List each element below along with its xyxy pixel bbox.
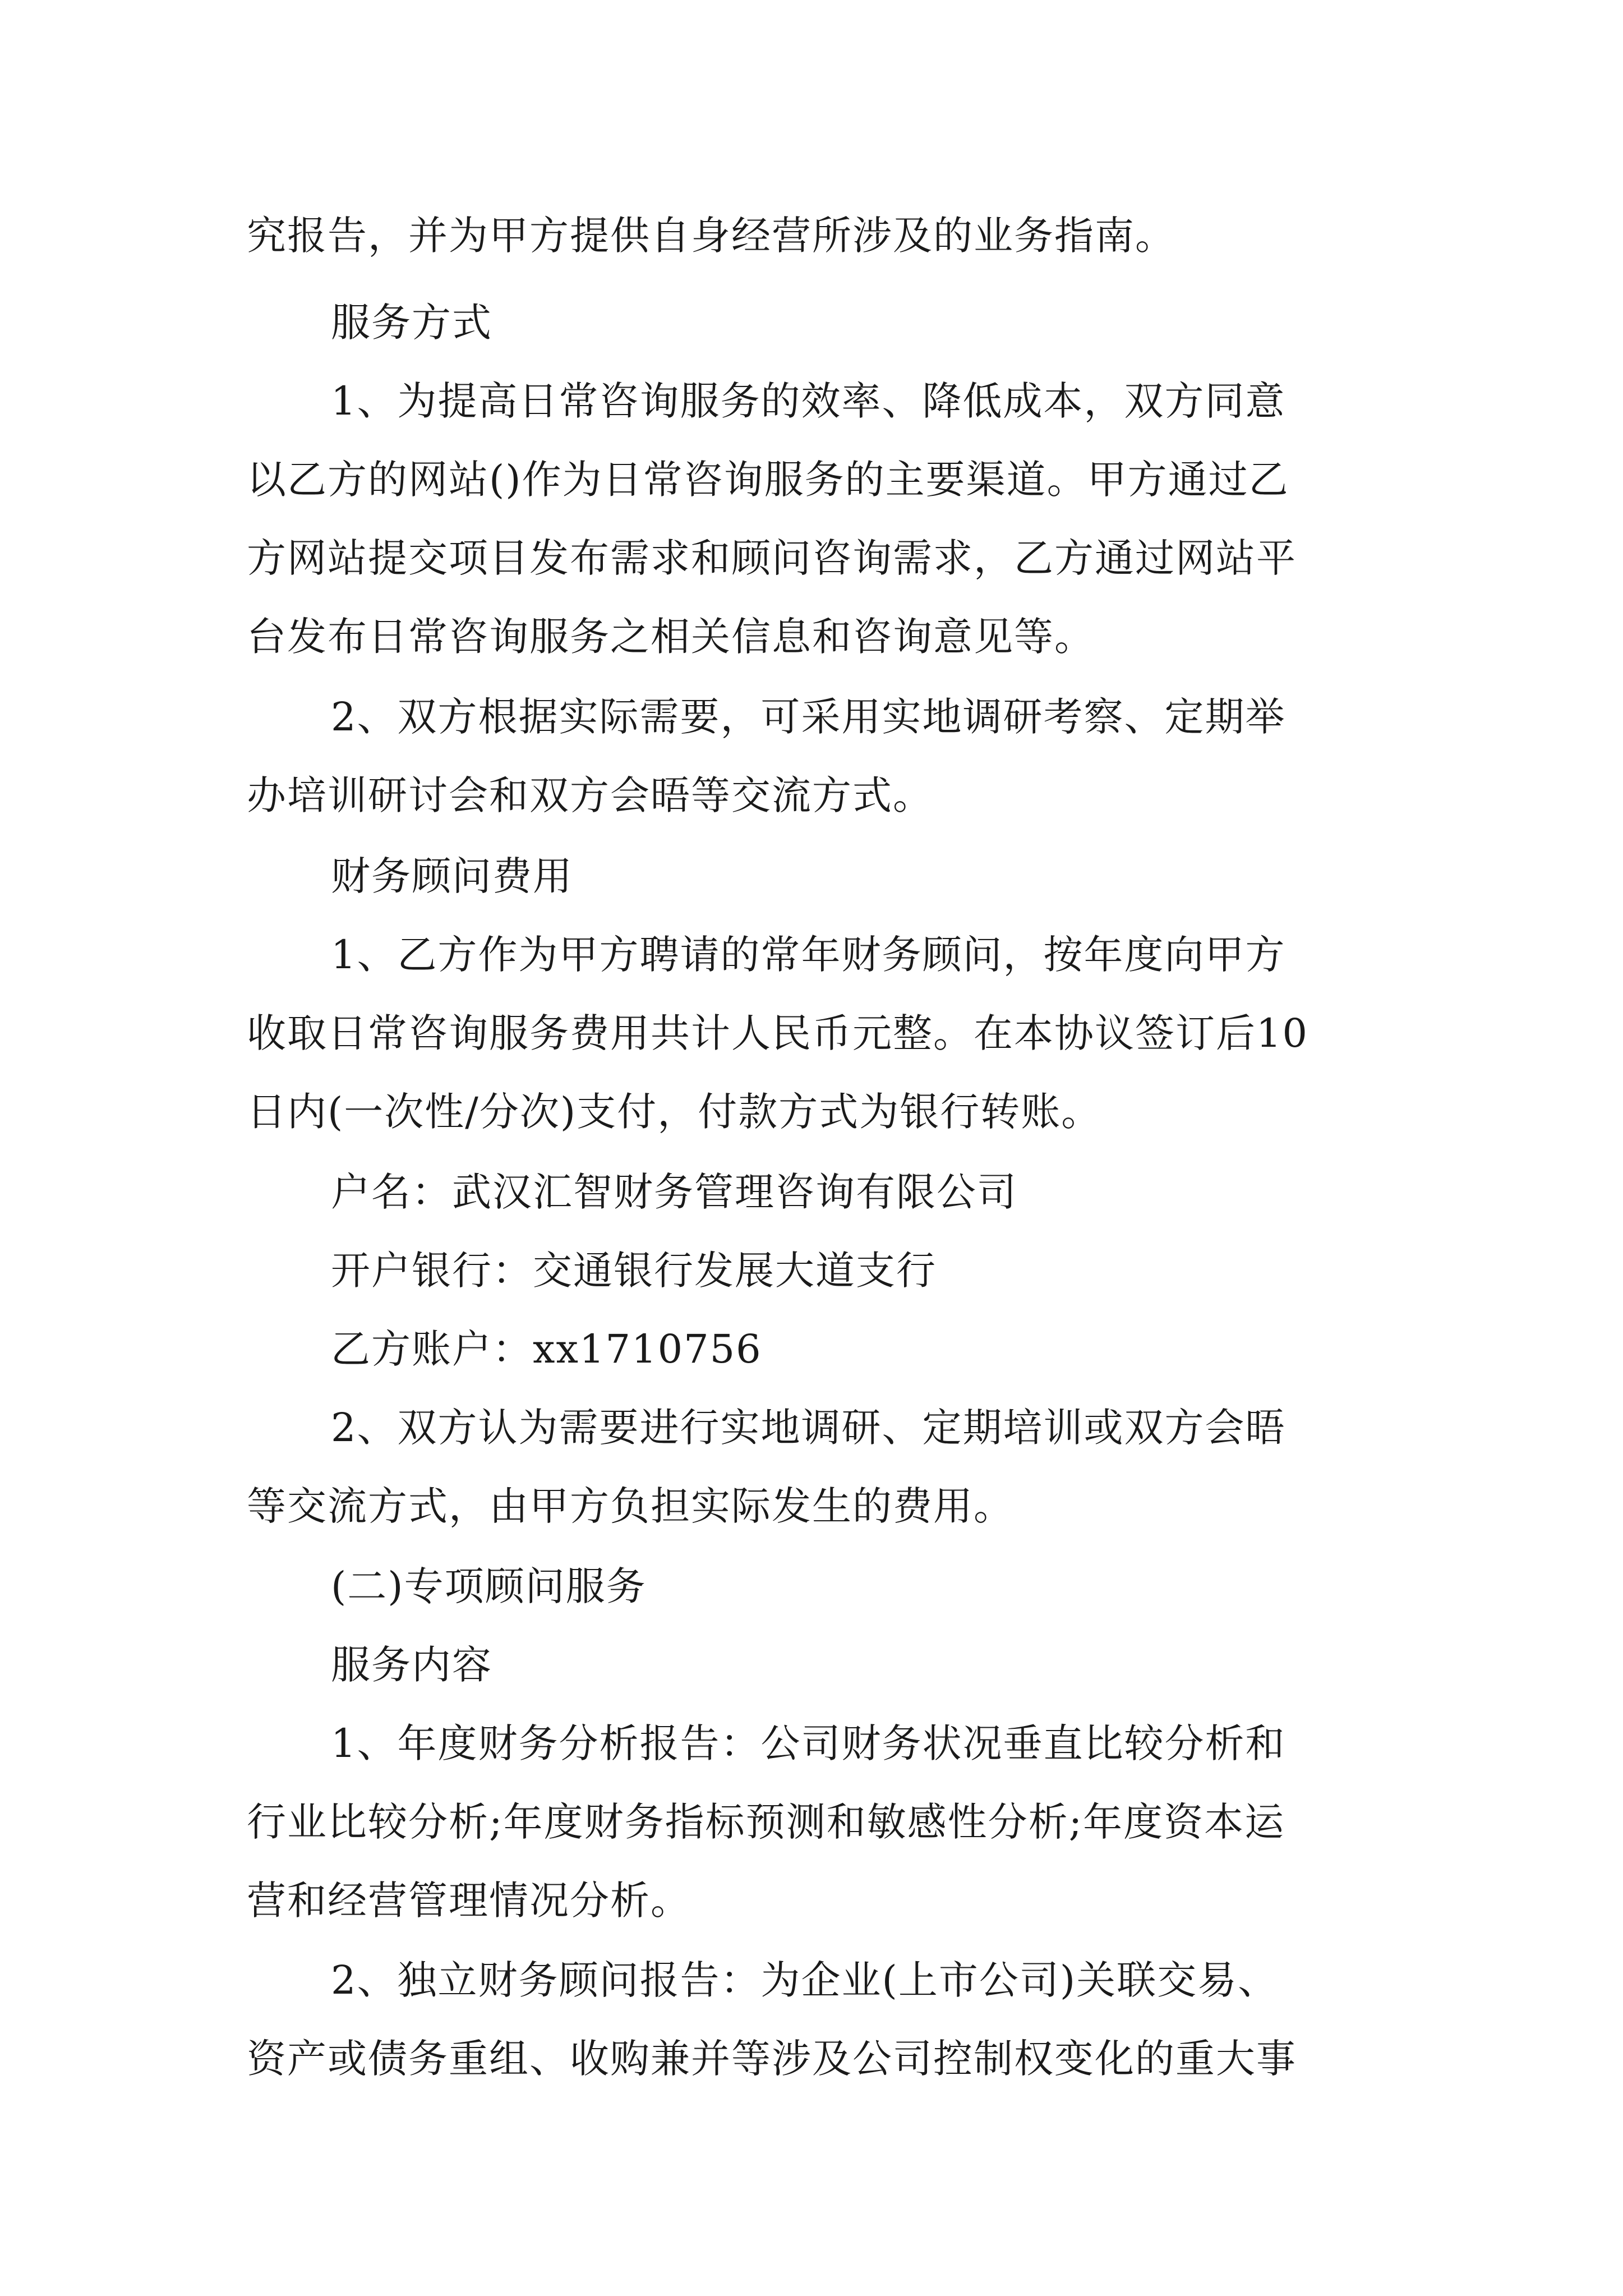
paragraph-line: 行业比较分析;年度财务指标预测和敏感性分析;年度资本运 bbox=[247, 1799, 1285, 1845]
bank-line: 开户银行：交通银行发展大道支行 bbox=[331, 1248, 937, 1294]
paragraph-line: 等交流方式，由甲方负担实际发生的费用。 bbox=[247, 1483, 1014, 1529]
paragraph-line: 以乙方的网站()作为日常咨询服务的主要渠道。甲方通过乙 bbox=[247, 457, 1289, 503]
account-number-line: 乙方账户：xx1710756 bbox=[331, 1326, 762, 1372]
paragraph-line: 营和经营管理情况分析。 bbox=[247, 1878, 691, 1924]
paragraph-line: 1、为提高日常咨询服务的效率、降低成本，双方同意 bbox=[331, 378, 1286, 424]
paragraph-line: 收取日常咨询服务费用共计人民币元整。在本协议签订后10 bbox=[247, 1010, 1309, 1056]
paragraph-line: 方网站提交项目发布需求和顾问咨询需求，乙方通过网站平 bbox=[247, 535, 1297, 581]
paragraph-line: 日内(一次性/分次)支付，付款方式为银行转账。 bbox=[247, 1089, 1102, 1135]
paragraph-line: 2、双方认为需要进行实地调研、定期培训或双方会晤 bbox=[331, 1405, 1286, 1451]
paragraph-line: 资产或债务重组、收购兼并等涉及公司控制权变化的重大事 bbox=[247, 2036, 1297, 2082]
section-heading: 服务内容 bbox=[331, 1642, 492, 1688]
paragraph-line: 台发布日常咨询服务之相关信息和咨询意见等。 bbox=[247, 614, 1095, 660]
section-heading: (二)专项顾问服务 bbox=[331, 1563, 647, 1609]
paragraph-line: 究报告，并为甲方提供自身经营所涉及的业务指南。 bbox=[247, 213, 1175, 259]
paragraph-line: 1、年度财务分析报告：公司财务状况垂直比较分析和 bbox=[331, 1720, 1286, 1766]
paragraph-line: 2、独立财务顾问报告：为企业(上市公司)关联交易、 bbox=[331, 1957, 1279, 2003]
paragraph-line: 2、双方根据实际需要，可采用实地调研考察、定期举 bbox=[331, 694, 1286, 740]
account-name-line: 户名：武汉汇智财务管理咨询有限公司 bbox=[331, 1169, 1017, 1215]
section-heading: 财务顾问费用 bbox=[331, 853, 573, 899]
paragraph-line: 办培训研讨会和双方会晤等交流方式。 bbox=[247, 772, 933, 818]
section-heading: 服务方式 bbox=[331, 300, 492, 346]
paragraph-line: 1、乙方作为甲方聘请的常年财务顾问，按年度向甲方 bbox=[331, 932, 1286, 978]
